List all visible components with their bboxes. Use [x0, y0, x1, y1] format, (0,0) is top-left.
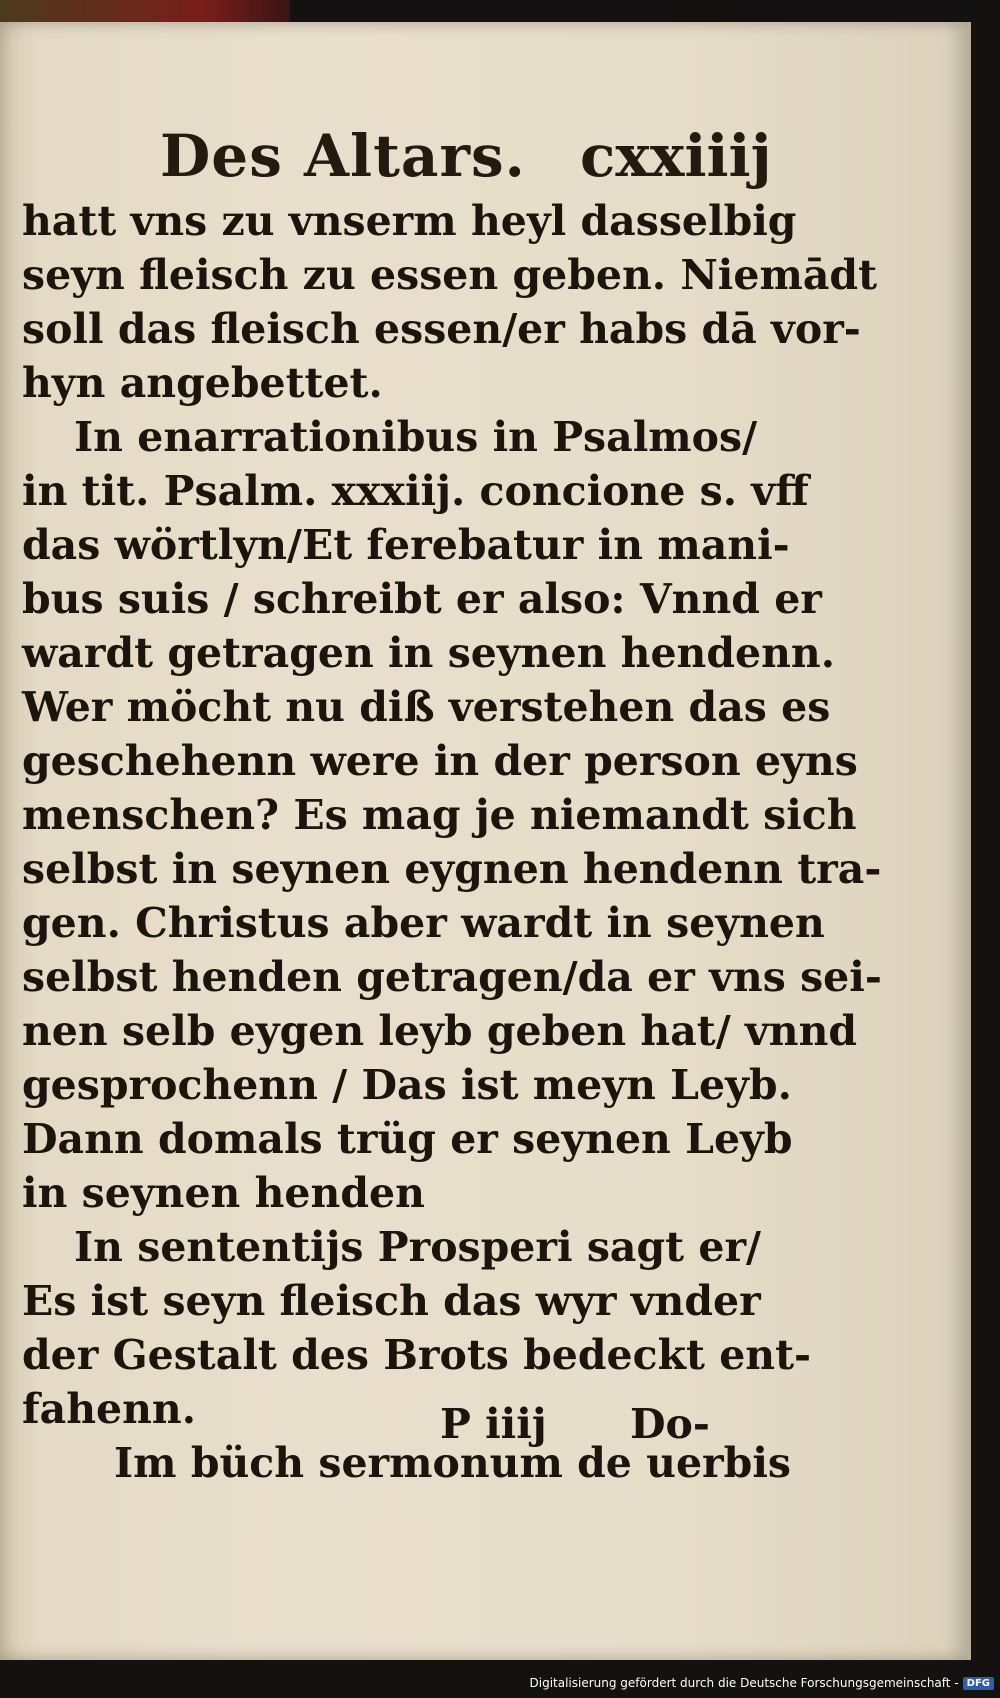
text-line: menschen? Es mag je niemandt sich — [22, 791, 857, 839]
text-line: hatt vns zu vnserm heyl dasselbig — [22, 197, 797, 245]
book-edge-strip — [0, 0, 290, 22]
text-line: Dann domals trüg er seynen Leyb — [22, 1115, 793, 1163]
dfg-logo: DFG — [963, 1677, 994, 1690]
credit-text: Digitalisierung gefördert durch die Deutsche Forschungsgemeinschaft - — [529, 1676, 959, 1690]
running-header — [160, 122, 772, 202]
folio-number: cxxiiij — [580, 122, 772, 190]
text-line: In sententijs Prosperi sagt er/ — [74, 1223, 762, 1271]
text-line: gesprochenn / Das ist meyn Leyb. — [22, 1061, 792, 1109]
text-line: der Gestalt des Brots bedeckt ent- — [22, 1331, 812, 1379]
text-line: in seynen henden — [22, 1169, 425, 1217]
text-line: in tit. Psalm. xxxiij. concione s. vff — [22, 467, 809, 515]
book-page — [0, 22, 971, 1660]
text-line: das wörtlyn/Et ferebatur in mani- — [22, 521, 790, 569]
signature-mark: P iiij — [440, 1400, 547, 1448]
text-line: gen. Christus aber wardt in seynen — [22, 899, 825, 947]
text-line: bus suis / schreibt er also: Vnnd er — [22, 575, 822, 623]
text-line: wardt getragen in seynen hendenn. — [22, 629, 836, 677]
text-line: Im büch sermonum de uerbis — [114, 1439, 791, 1487]
digitization-credit — [530, 1672, 995, 1694]
text-line: selbst henden getragen/da er vns sei- — [22, 953, 882, 1001]
catchword: Do- — [630, 1400, 710, 1448]
text-line: nen selb eygen leyb geben hat/ vnnd — [22, 1007, 858, 1055]
text-line: soll das fleisch essen/er habs dā vor- — [22, 305, 861, 353]
body-text — [22, 194, 882, 1490]
text-line: fahenn. — [22, 1385, 196, 1433]
text-line: seyn fleisch zu essen geben. Niemādt — [22, 251, 878, 299]
text-line: hyn angebettet. — [22, 359, 383, 407]
text-line: Es ist seyn fleisch das wyr vnder — [22, 1277, 761, 1325]
running-title: Des Altars. — [160, 122, 526, 190]
text-line: selbst in seynen eygnen hendenn tra- — [22, 845, 882, 893]
text-line: geschehenn were in der person eyns — [22, 737, 858, 785]
text-line: Wer möcht nu diß verstehen das es — [22, 683, 831, 731]
page-footer — [440, 1400, 800, 1460]
text-line: In enarrationibus in Psalmos/ — [74, 413, 758, 461]
